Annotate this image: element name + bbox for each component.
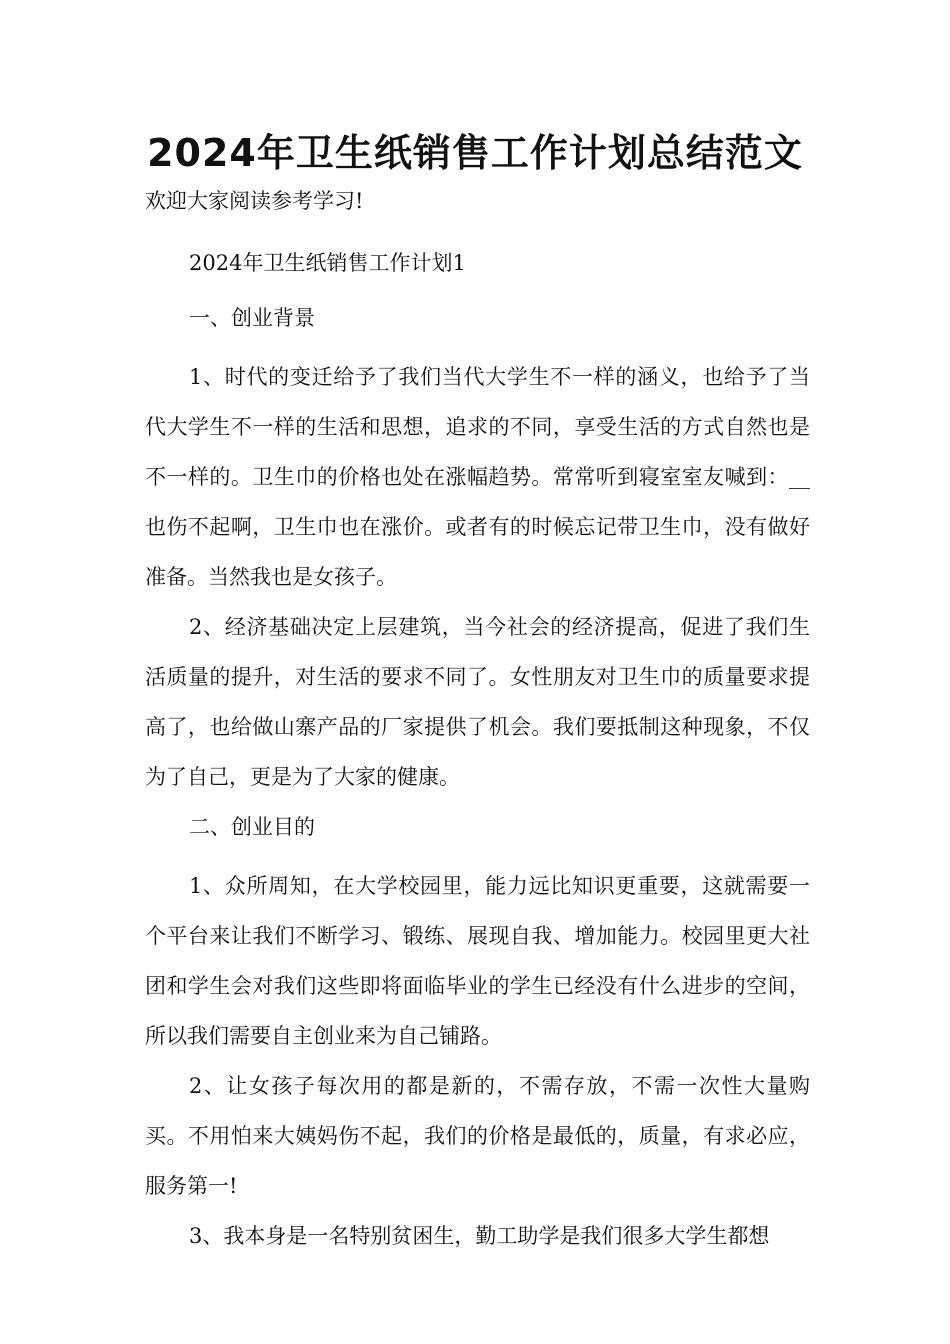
paragraph: 2、让女孩子每次用的都是新的，不需存放，不需一次性大量购买。不用怕来大姨妈伤不起，我们的价格是最低的，质量，有求必应，服务第一!	[145, 1074, 810, 1198]
section-heading-purpose: 二、创业目的	[189, 815, 315, 839]
intro-text: 欢迎大家阅读参考学习!	[145, 189, 364, 213]
paragraph: 3、我本身是一名特别贫困生，勤工助学是我们很多大学生都想	[189, 1224, 770, 1248]
document-subtitle: 2024年卫生纸销售工作计划1	[189, 251, 466, 275]
paragraph: 1、众所周知，在大学校园里，能力远比知识更重要，这就需要一个平台来让我们不断学习、锻练、展现自我、增加能力。校园里更大社团和学生会对我们这些即将面临毕业的学生已经没有什么进步的空间，所以我们需要自主创业来为自己铺路。	[145, 874, 810, 1048]
paragraph: 2、经济基础决定上层建筑，当今社会的经济提高，促进了我们生活质量的提升，对生活的要求不同了。女性朋友对卫生巾的质量要求提高了，也给做山寨产品的厂家提供了机会。我们要抵制这种现象，不仅为了自己，更是为了大家的健康。	[145, 615, 810, 789]
document-body	[145, 180, 810, 1261]
section-heading-background: 一、创业背景	[189, 306, 315, 330]
paragraph: 1、时代的变迁给予了我们当代大学生不一样的涵义，也给予了当代大学生不一样的生活和思想，追求的不同，享受生活的方式自然也是不一样的。卫生巾的价格也处在涨幅趋势。常常听到寝室室友喊到：__也伤不起啊，卫生巾也在涨价。或者有的时候忘记带卫生巾，没有做好准备。当然我也是女孩子。	[145, 365, 810, 589]
document-title: 2024年卫生纸销售工作计划总结范文	[147, 131, 803, 175]
